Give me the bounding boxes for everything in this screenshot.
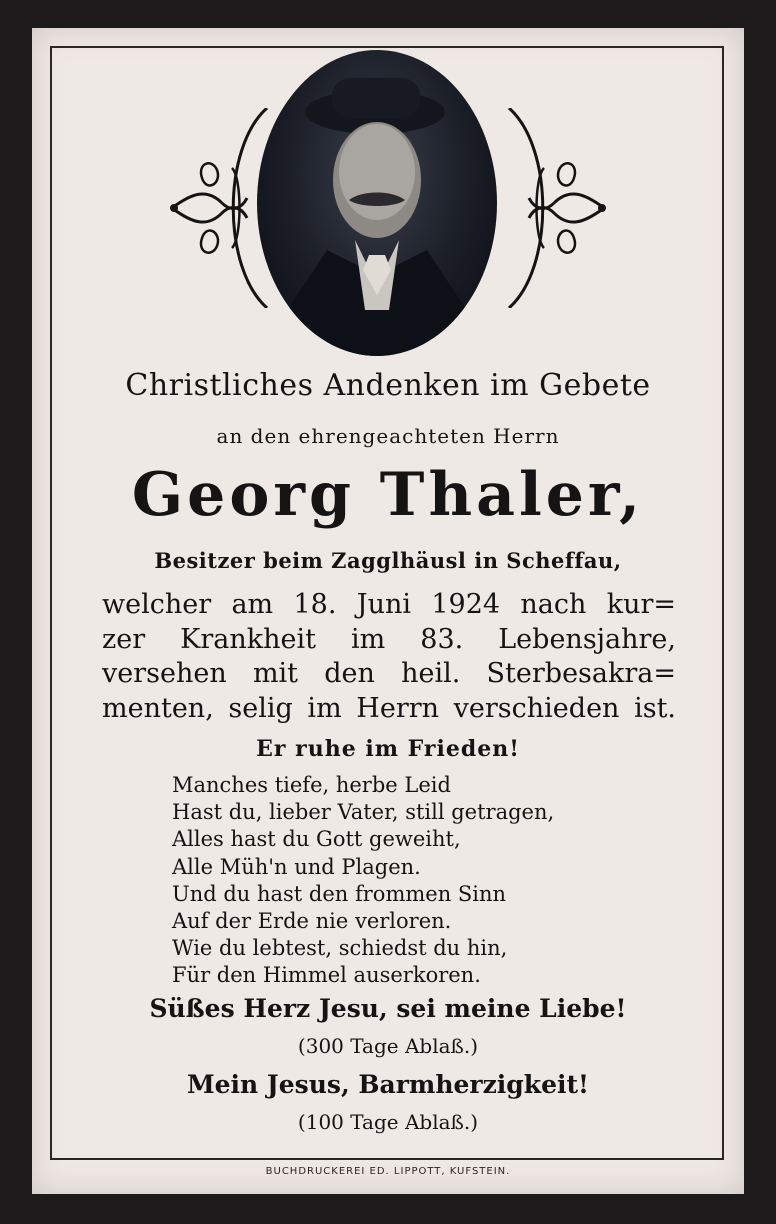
prayer-mercy: Mein Jesus, Barmherzigkeit!: [186, 1070, 590, 1099]
death-notice-line: zer Krankheit im 83. Lebensjahre,: [102, 623, 676, 655]
death-notice: [102, 588, 676, 726]
card-heading: Christliches Andenken im Gebete: [125, 368, 651, 403]
poem-line: Auf der Erde nie verloren.: [172, 909, 452, 934]
death-notice-line: welcher am 18. Juni 1924 nach kur=: [102, 589, 676, 620]
portrait-figure-icon: [257, 50, 497, 356]
poem-line: Hast du, lieber Vater, still getragen,: [172, 800, 555, 825]
poem-line: Alle Müh'n und Plagen.: [172, 854, 421, 879]
card-subheading: an den ehrengeachteten Herrn: [216, 424, 560, 448]
death-notice-line: versehen mit den heil. Sterbesakra=: [102, 658, 676, 689]
poem-line: Manches tiefe, herbe Leid: [172, 773, 451, 797]
poem-line: Wie du lebtest, schiedst du hin,: [172, 936, 508, 961]
poem-line: Und du hast den frommen Sinn: [172, 881, 507, 906]
death-notice-line: menten, selig im Herrn verschieden ist.: [102, 692, 676, 724]
deceased-name: Georg Thaler,: [131, 460, 645, 530]
prayer-sacred-heart: Süßes Herz Jesu, sei meine Liebe!: [149, 994, 627, 1023]
poem-line: Für den Himmel auserkoren.: [172, 963, 481, 988]
deceased-occupation: Besitzer beim Zagglhäusl in Scheffau,: [154, 548, 622, 573]
printer-imprint: BUCHDRUCKEREI ED. LIPPOTT, KUFSTEIN.: [265, 1166, 511, 1177]
right-ornament-icon: [494, 108, 614, 308]
poem-line: Alles hast du Gott geweiht,: [172, 827, 461, 852]
memorial-card: [32, 28, 744, 1194]
indulgence-100-days: (100 Tage Ablaß.): [297, 1110, 479, 1134]
indulgence-300-days: (300 Tage Ablaß.): [297, 1034, 479, 1058]
memorial-poem: [172, 772, 554, 990]
rest-in-peace: Er ruhe im Frieden!: [256, 736, 520, 762]
portrait-photo: [257, 50, 497, 356]
